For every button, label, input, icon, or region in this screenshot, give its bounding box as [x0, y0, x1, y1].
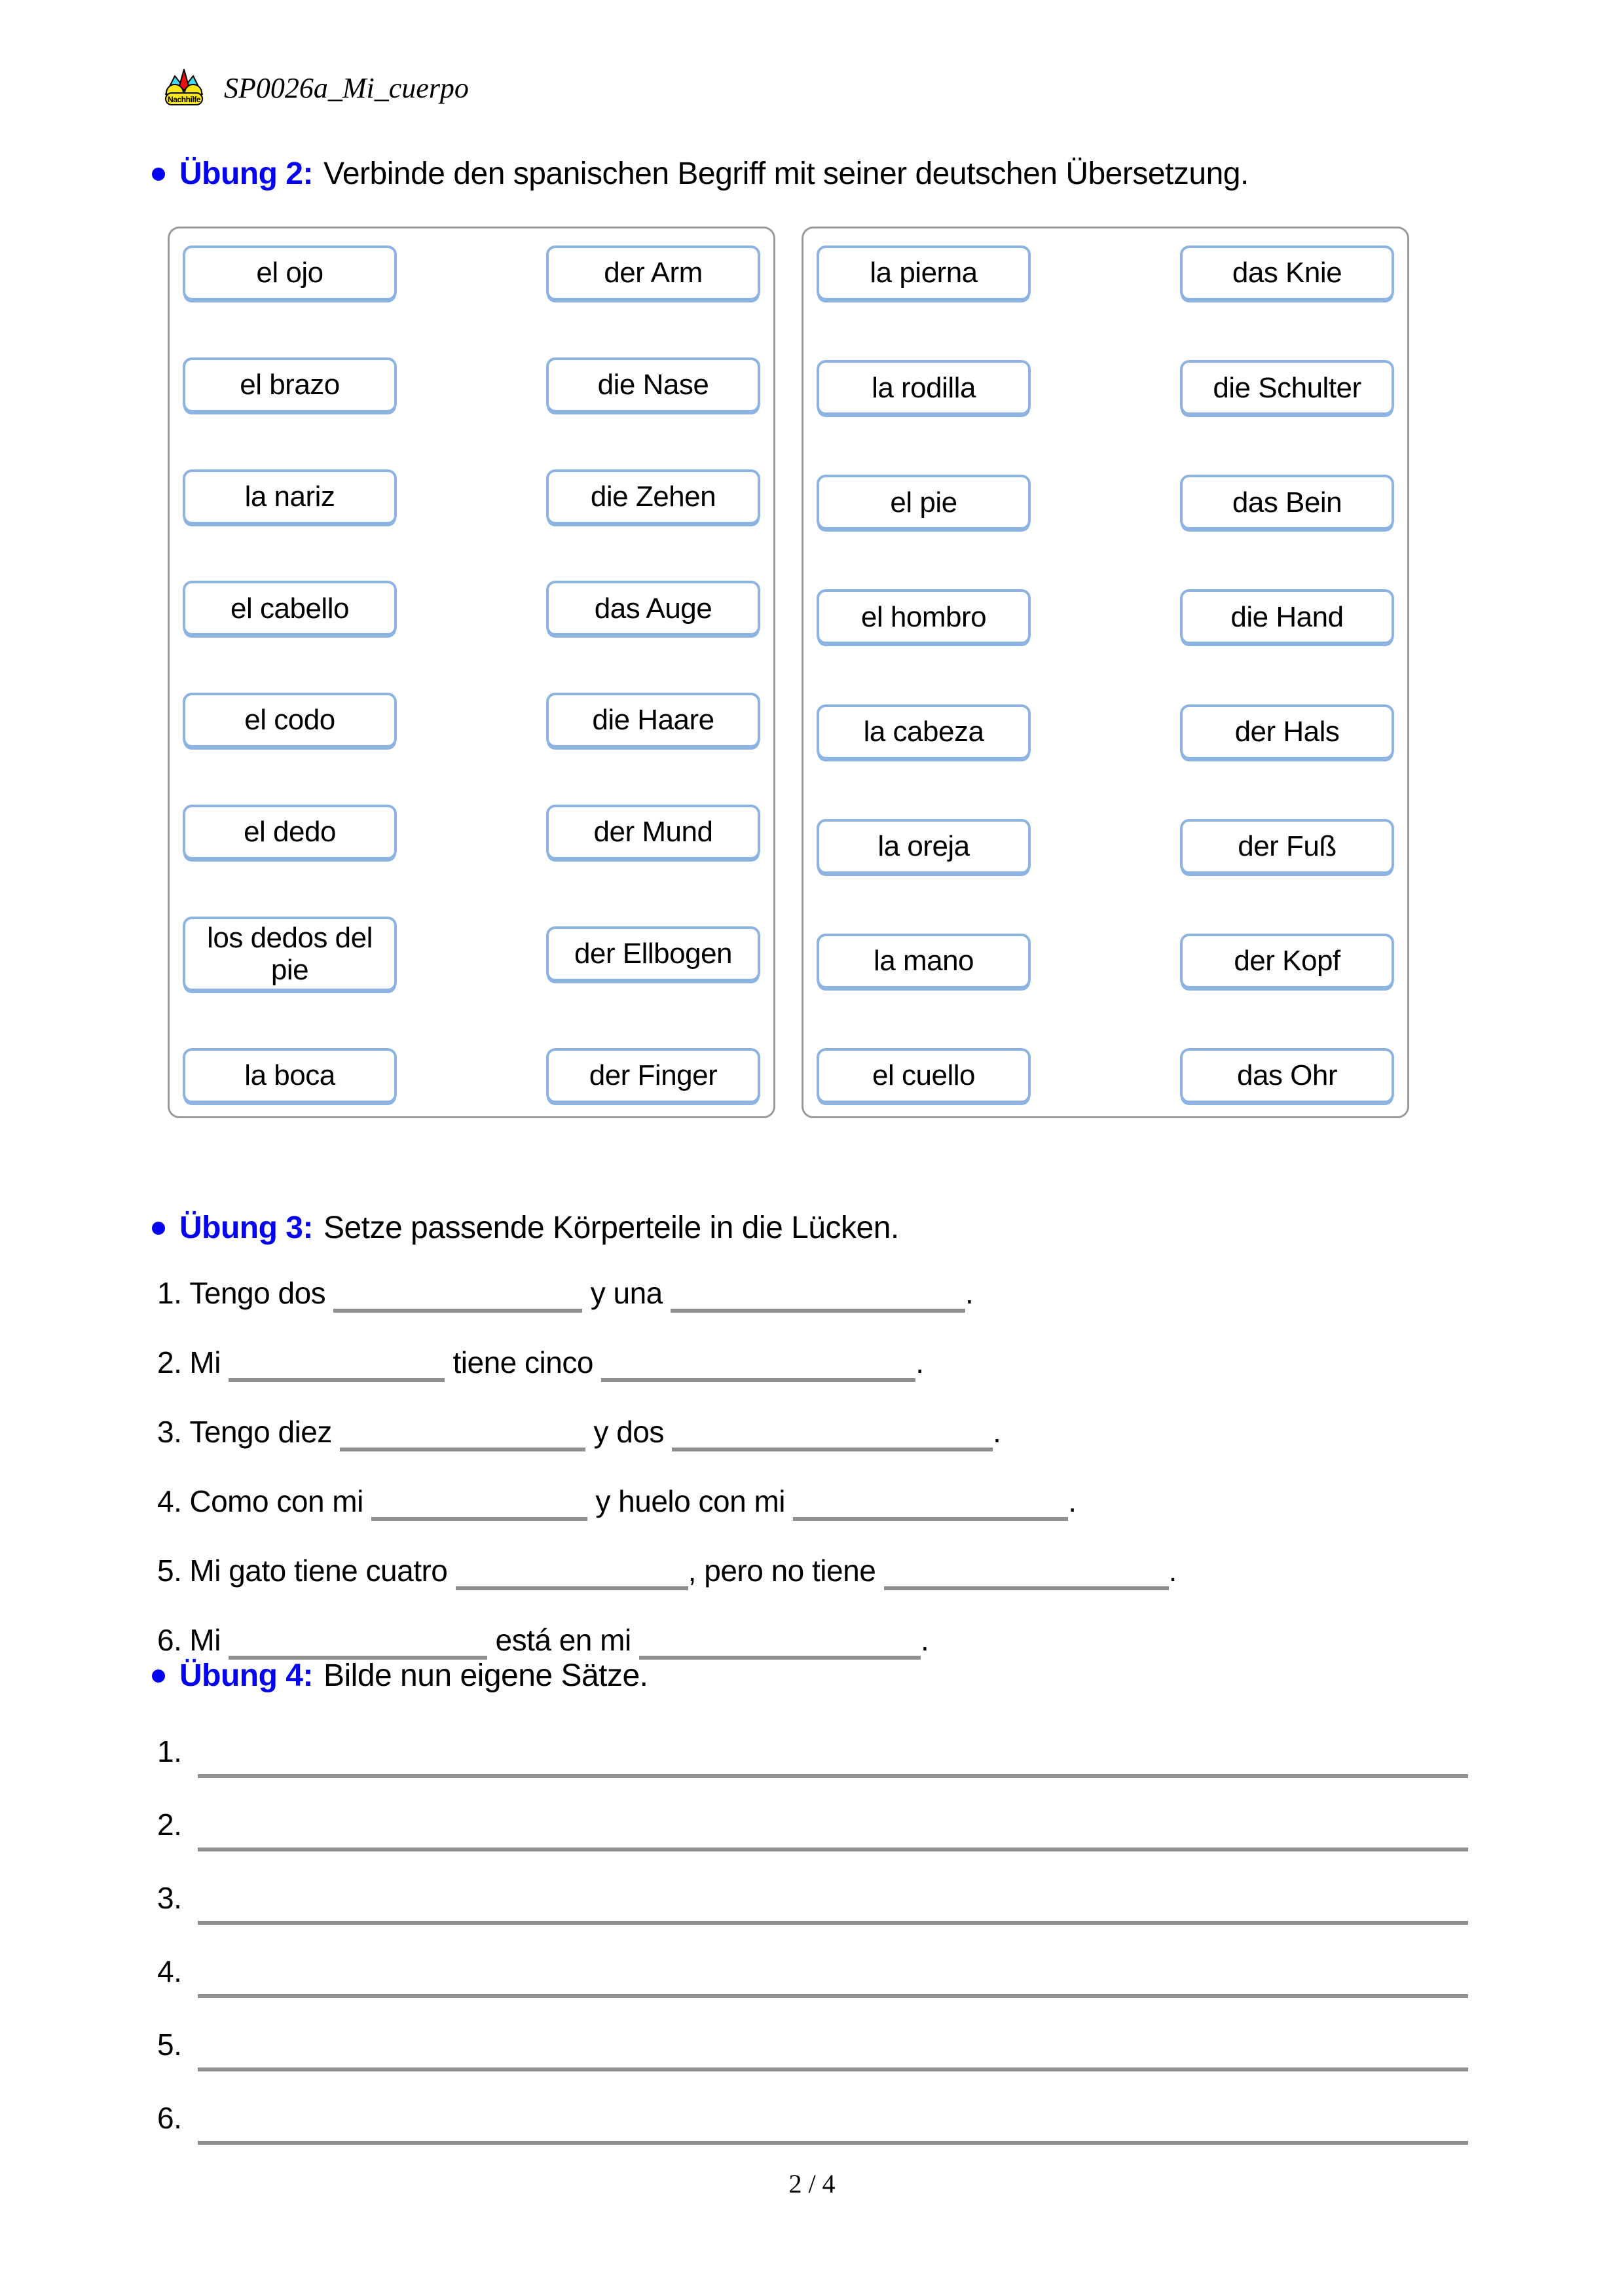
answer-number: 5. — [157, 2028, 182, 2062]
word-box-german[interactable]: die Haare — [546, 693, 760, 748]
exercise4-lines — [157, 1713, 1468, 2153]
exercise3-sentences — [157, 1258, 1473, 1675]
exercise4-heading — [152, 1658, 648, 1694]
answer-blank-line[interactable] — [198, 1921, 1468, 1925]
answer-line-row — [157, 1786, 1468, 1859]
match-row — [183, 469, 760, 524]
bullet-icon — [152, 168, 165, 181]
page-header — [164, 68, 469, 106]
answer-blank-line[interactable] — [198, 2141, 1468, 2145]
word-box-spanish[interactable]: la rodilla — [817, 360, 1031, 415]
sentence-text: . — [993, 1415, 1001, 1449]
blank-field[interactable] — [884, 1560, 1169, 1590]
answer-number: 3. — [157, 1881, 182, 1915]
match-panel-right — [802, 227, 1409, 1118]
word-box-german[interactable]: der Fuß — [1180, 819, 1394, 874]
match-row — [817, 360, 1394, 415]
blank-field[interactable] — [672, 1421, 993, 1451]
word-box-spanish[interactable]: la nariz — [183, 469, 397, 524]
match-row — [817, 589, 1394, 644]
word-box-german[interactable]: die Nase — [546, 357, 760, 412]
answer-line-row — [157, 2079, 1468, 2153]
answer-line-row — [157, 2006, 1468, 2079]
blank-field[interactable] — [340, 1421, 585, 1451]
match-row — [817, 934, 1394, 989]
fill-in-sentence — [157, 1397, 1473, 1467]
word-box-german[interactable]: der Kopf — [1180, 934, 1394, 989]
exercise4-instruction: Bilde nun eigene Sätze. — [323, 1658, 648, 1693]
sentence-text: tiene cinco — [445, 1345, 602, 1379]
sentence-text: Tengo diez — [189, 1415, 341, 1449]
match-row — [183, 246, 760, 301]
answer-line-row — [157, 1859, 1468, 1933]
word-box-german[interactable]: die Schulter — [1180, 360, 1394, 415]
sentence-text: Mi gato tiene cuatro — [189, 1554, 456, 1588]
answer-blank-line[interactable] — [198, 1994, 1468, 1998]
match-row — [817, 246, 1394, 301]
sentence-text: . — [920, 1623, 929, 1657]
answer-number: 2. — [157, 1808, 182, 1842]
sentence-text: y dos — [585, 1415, 673, 1449]
word-box-german[interactable]: der Mund — [546, 805, 760, 860]
word-box-german[interactable]: die Hand — [1180, 589, 1394, 644]
word-box-german[interactable]: das Knie — [1180, 246, 1394, 301]
word-box-spanish[interactable]: el brazo — [183, 357, 397, 412]
fill-in-sentence — [157, 1467, 1473, 1536]
fill-in-sentence — [157, 1328, 1473, 1397]
sentence-text: . — [1068, 1484, 1077, 1518]
word-box-german[interactable]: die Zehen — [546, 469, 760, 524]
sentence-text: Como con mi — [189, 1484, 372, 1518]
match-row — [183, 805, 760, 860]
sentence-number: 3. — [157, 1415, 182, 1449]
blank-field[interactable] — [456, 1560, 688, 1590]
word-box-spanish[interactable]: el cabello — [183, 581, 397, 636]
match-row — [817, 475, 1394, 530]
word-box-spanish[interactable]: el codo — [183, 693, 397, 748]
match-row — [183, 581, 760, 636]
sentence-number: 5. — [157, 1554, 182, 1588]
sentence-text: y huelo con mi — [587, 1484, 794, 1518]
bullet-icon — [152, 1669, 165, 1683]
blank-field[interactable] — [671, 1283, 965, 1313]
word-box-spanish[interactable]: la cabeza — [817, 704, 1031, 759]
word-box-spanish[interactable]: el pie — [817, 475, 1031, 530]
answer-number: 6. — [157, 2101, 182, 2135]
answer-blank-line[interactable] — [198, 1848, 1468, 1851]
exercise2-instruction: Verbinde den spanischen Begriff mit seiner deutschen Übersetzung. — [323, 156, 1249, 191]
blank-field[interactable] — [333, 1283, 582, 1313]
sentence-text: , pero no tiene — [688, 1554, 884, 1588]
word-box-spanish[interactable]: la oreja — [817, 819, 1031, 874]
word-box-german[interactable]: das Auge — [546, 581, 760, 636]
blank-field[interactable] — [601, 1352, 915, 1382]
blank-field[interactable] — [639, 1630, 921, 1660]
match-row — [817, 1048, 1394, 1103]
match-row — [817, 704, 1394, 759]
word-box-spanish[interactable]: la mano — [817, 934, 1031, 989]
match-row — [183, 357, 760, 412]
blank-field[interactable] — [229, 1630, 487, 1660]
word-box-spanish[interactable]: la pierna — [817, 246, 1031, 301]
match-row — [183, 1048, 760, 1103]
word-box-spanish[interactable]: el hombro — [817, 589, 1031, 644]
exercise4-label: Übung 4: — [179, 1658, 313, 1693]
word-box-spanish[interactable]: el dedo — [183, 805, 397, 860]
word-box-german[interactable]: der Ellbogen — [546, 926, 760, 981]
sentence-number: 2. — [157, 1345, 182, 1379]
sentence-text: Mi — [189, 1623, 229, 1657]
word-box-spanish[interactable]: los dedos del pie — [183, 917, 397, 992]
blank-field[interactable] — [229, 1352, 445, 1382]
match-row — [183, 917, 760, 992]
nachhilfe-logo-icon — [164, 68, 204, 106]
matching-panels — [168, 227, 1409, 1118]
match-panel-left — [168, 227, 775, 1118]
blank-field[interactable] — [371, 1491, 587, 1521]
sentence-text: Mi — [189, 1345, 229, 1379]
match-row — [817, 819, 1394, 874]
sentence-number: 4. — [157, 1484, 182, 1518]
sentence-text: está en mi — [487, 1623, 639, 1657]
document-title: SP0026a_Mi_cuerpo — [224, 72, 469, 104]
fill-in-sentence — [157, 1536, 1473, 1605]
word-box-german[interactable]: der Hals — [1180, 704, 1394, 759]
answer-line-row — [157, 1933, 1468, 2006]
page-number: 2 / 4 — [788, 2169, 836, 2198]
bullet-icon — [152, 1222, 165, 1235]
exercise3-heading — [152, 1210, 899, 1246]
sentence-text: Tengo dos — [189, 1276, 334, 1310]
exercise2-label: Übung 2: — [179, 156, 313, 191]
exercise2-heading — [152, 156, 1249, 192]
sentence-number: 1. — [157, 1276, 182, 1310]
word-box-spanish[interactable]: el cuello — [817, 1048, 1031, 1103]
sentence-number: 6. — [157, 1623, 182, 1657]
word-box-german[interactable]: der Arm — [546, 246, 760, 301]
sentence-text: . — [965, 1276, 974, 1310]
sentence-text: . — [915, 1345, 924, 1379]
exercise3-label: Übung 3: — [179, 1211, 313, 1245]
blank-field[interactable] — [793, 1491, 1068, 1521]
word-box-german[interactable]: das Bein — [1180, 475, 1394, 530]
word-box-spanish[interactable]: la boca — [183, 1048, 397, 1103]
exercise3-instruction: Setze passende Körperteile in die Lücken. — [323, 1211, 899, 1245]
answer-line-row — [157, 1713, 1468, 1786]
word-box-german[interactable]: das Ohr — [1180, 1048, 1394, 1103]
answer-number: 4. — [157, 1954, 182, 1988]
logo-text: Nachhilfe — [168, 95, 201, 104]
answer-blank-line[interactable] — [198, 1774, 1468, 1778]
word-box-spanish[interactable]: el ojo — [183, 246, 397, 301]
answer-number: 1. — [157, 1734, 182, 1768]
word-box-german[interactable]: der Finger — [546, 1048, 760, 1103]
answer-blank-line[interactable] — [198, 2068, 1468, 2071]
match-row — [183, 693, 760, 748]
sentence-text: y una — [582, 1276, 671, 1310]
sentence-text: . — [1168, 1554, 1177, 1588]
fill-in-sentence — [157, 1258, 1473, 1328]
